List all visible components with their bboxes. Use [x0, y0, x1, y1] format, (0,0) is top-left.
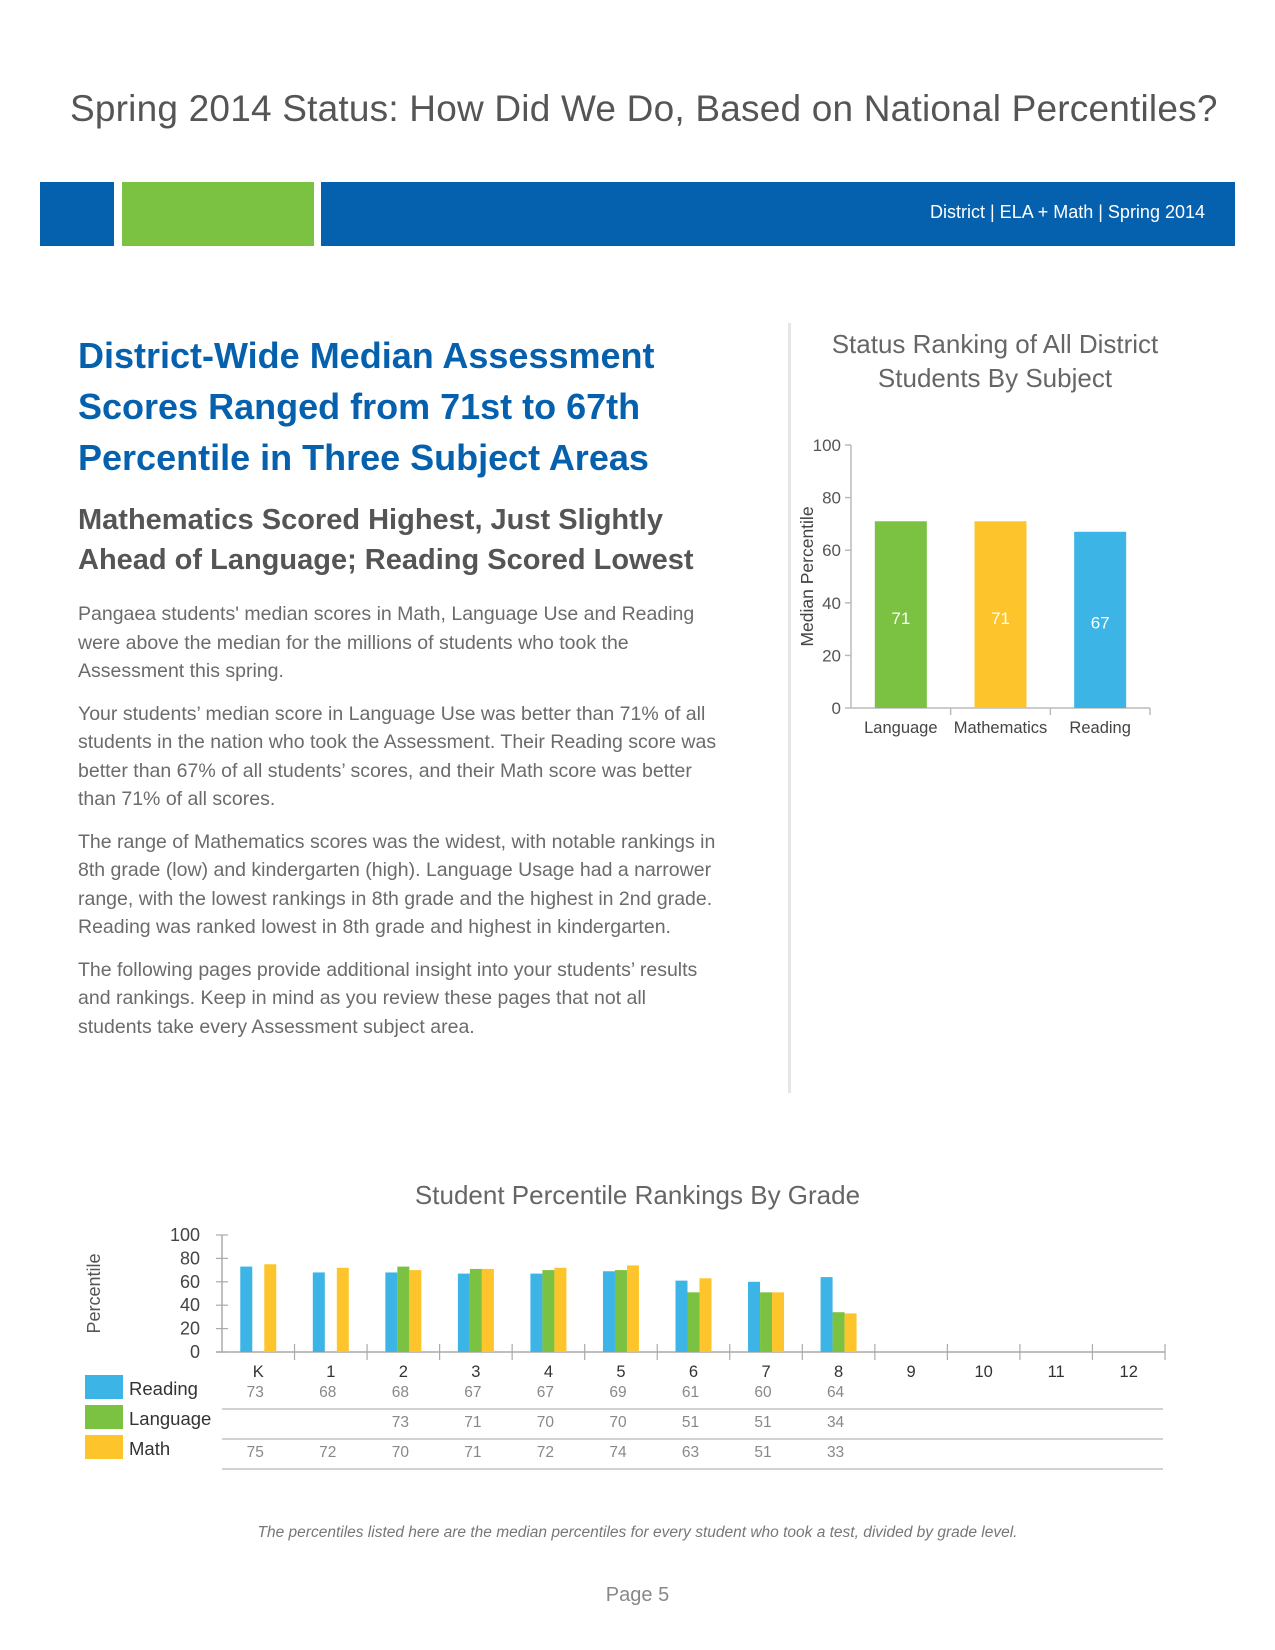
bar-language-grade-8	[833, 1312, 845, 1352]
y-tick-label: 0	[831, 699, 841, 718]
bar-math-grade-7	[772, 1292, 784, 1352]
bar-reading-grade-8	[821, 1277, 833, 1352]
table-cell: 72	[319, 1444, 337, 1461]
y-tick-label: 100	[812, 436, 841, 455]
legend-label-reading: Reading	[129, 1378, 198, 1399]
data-label: 71	[991, 608, 1010, 628]
bar-math-grade-2	[409, 1270, 421, 1352]
article-headline: District-Wide Median Assessment Scores Ranged from 71st to 67th Percentile in Three Subject Areas	[78, 335, 655, 478]
data-label: 67	[1090, 613, 1110, 633]
y-tick-label: 20	[822, 646, 841, 666]
bar-math-grade-6	[700, 1278, 712, 1352]
table-cell: 67	[464, 1384, 482, 1401]
table-cell: 68	[319, 1384, 337, 1401]
table-cell: 71	[464, 1414, 482, 1431]
bar-math-grade-8	[845, 1313, 857, 1352]
grade-chart-title: Student Percentile Rankings By Grade	[414, 1180, 861, 1210]
bar-reading-grade-6	[676, 1281, 688, 1352]
banner-bar	[321, 182, 1235, 246]
y-tick-label: 40	[822, 593, 841, 613]
body-paragraph: Your students’ median score in Language Use was better than 71% of all students in the nation who took the Assessment. Their Reading score was better than 67% of all students’ scores, and their Math score was better than 71% of all scores.	[78, 702, 717, 810]
bar-reading-grade-7	[748, 1282, 760, 1352]
table-cell: 70	[391, 1444, 409, 1461]
table-cell: 33	[826, 1444, 845, 1461]
table-cell: 75	[246, 1444, 264, 1461]
x-tick-label: 3	[471, 1363, 481, 1381]
chart-footnote: The percentiles listed here are the median percentiles for every student who took a test, divided by grade level.	[257, 1524, 1018, 1541]
x-tick-label: 7	[761, 1363, 771, 1381]
table-cell: 71	[464, 1444, 482, 1461]
x-tick-label: 6	[688, 1363, 699, 1381]
table-cell: 74	[609, 1444, 627, 1461]
table-cell: 70	[609, 1414, 627, 1431]
table-cell: 69	[609, 1384, 627, 1401]
table-cell: 64	[826, 1384, 845, 1401]
table-cell: 61	[681, 1384, 700, 1401]
bar-reading-grade-2	[385, 1272, 397, 1352]
x-tick-label: K	[252, 1363, 264, 1381]
page-number: Page 5	[605, 1584, 670, 1606]
bar-language-grade-2	[397, 1267, 409, 1352]
body-paragraph: Pangaea students' median scores in Math, Language Use and Reading were above the median for the millions of students who took the Assessment this spring.	[78, 603, 695, 682]
bar-language-grade-4	[542, 1270, 554, 1352]
x-tick-label: 8	[833, 1363, 844, 1381]
y-tick-label: 40	[179, 1295, 200, 1316]
y-tick-label: 20	[179, 1318, 200, 1339]
article-subhead: Mathematics Scored Highest, Just Slightly Ahead of Language; Reading Scored Lowest	[78, 504, 694, 576]
x-tick-label: 2	[398, 1363, 408, 1381]
x-tick-label: 9	[906, 1363, 916, 1381]
x-tick-label: Mathematics	[953, 719, 1048, 737]
bar-language-grade-3	[470, 1269, 482, 1352]
x-tick-label: Language	[864, 719, 938, 737]
table-cell: 73	[246, 1384, 264, 1401]
table-cell: 67	[536, 1384, 555, 1401]
y-axis-title: Median Percentile	[797, 506, 817, 647]
table-cell: 73	[391, 1414, 409, 1431]
bar-math-grade-k	[264, 1264, 276, 1352]
legend-swatch-math	[85, 1435, 123, 1459]
bar-math-grade-5	[627, 1265, 639, 1352]
y-tick-label: 80	[822, 488, 841, 508]
body-paragraph: The range of Mathematics scores was the widest, with notable rankings in 8th grade (low) and kindergarten (high). Language Usage had a narrower range, with the lowest rankings in 8th grade and the highest in 2nd grade. Reading was ranked lowest in 8th grade and highest in kindergarten.	[78, 830, 716, 938]
x-tick-label: 12	[1119, 1363, 1138, 1381]
bar-reading-grade-k	[240, 1267, 252, 1352]
article-body	[78, 600, 718, 1055]
banner-block-blue	[40, 182, 114, 246]
page-title: Spring 2014 Status: How Did We Do, Based on National Percentiles?	[70, 88, 1218, 129]
x-tick-label: 5	[616, 1363, 626, 1381]
bar-language-grade-7	[760, 1292, 772, 1352]
table-cell: 63	[681, 1444, 700, 1461]
bar-math-grade-4	[554, 1268, 566, 1352]
y-tick-label: 60	[179, 1271, 200, 1292]
bar-reading-grade-5	[603, 1271, 615, 1352]
banner-block-green	[122, 182, 314, 246]
bar-language-grade-6	[688, 1292, 700, 1352]
grade-ranking-chart	[0, 1210, 1275, 1520]
x-tick-label: Reading	[1069, 719, 1131, 737]
y-tick-label: 80	[179, 1248, 200, 1269]
banner-label: District | ELA + Math | Spring 2014	[930, 202, 1205, 222]
x-tick-label: 10	[974, 1363, 993, 1381]
y-tick-label: 100	[169, 1225, 200, 1245]
subject-ranking-chart	[790, 420, 1210, 740]
bar-reading-grade-1	[313, 1272, 325, 1352]
table-cell: 60	[754, 1384, 772, 1401]
table-cell: 51	[754, 1444, 772, 1461]
bar-math-grade-3	[482, 1269, 494, 1352]
y-axis-title: Percentile	[84, 1253, 104, 1334]
table-cell: 68	[391, 1384, 409, 1401]
body-paragraph: The following pages provide additional insight into your students’ results and rankings. Keep in mind as you review these pages that not all students take every Assessment subject area.	[78, 958, 698, 1038]
table-cell: 51	[681, 1414, 700, 1431]
x-tick-label: 1	[326, 1363, 336, 1381]
bar-math-grade-1	[337, 1268, 349, 1352]
table-cell: 70	[536, 1414, 555, 1431]
x-tick-label: 11	[1047, 1363, 1065, 1381]
bar-language-grade-5	[615, 1270, 627, 1352]
y-tick-label: 0	[189, 1342, 200, 1362]
table-cell: 72	[536, 1444, 555, 1461]
y-tick-label: 60	[822, 541, 841, 561]
legend-swatch-language	[85, 1405, 123, 1429]
table-cell: 51	[754, 1414, 772, 1431]
legend-label-math: Math	[129, 1438, 171, 1459]
data-label: 71	[891, 608, 911, 628]
bar-reading-grade-4	[530, 1274, 542, 1352]
table-cell: 34	[826, 1414, 845, 1431]
bar-reading-grade-3	[458, 1274, 470, 1352]
x-tick-label: 4	[543, 1363, 554, 1381]
legend-label-language: Language	[129, 1408, 212, 1429]
legend-swatch-reading	[85, 1375, 123, 1399]
subject-chart-title: Status Ranking of All District Students By Subject	[831, 329, 1159, 393]
